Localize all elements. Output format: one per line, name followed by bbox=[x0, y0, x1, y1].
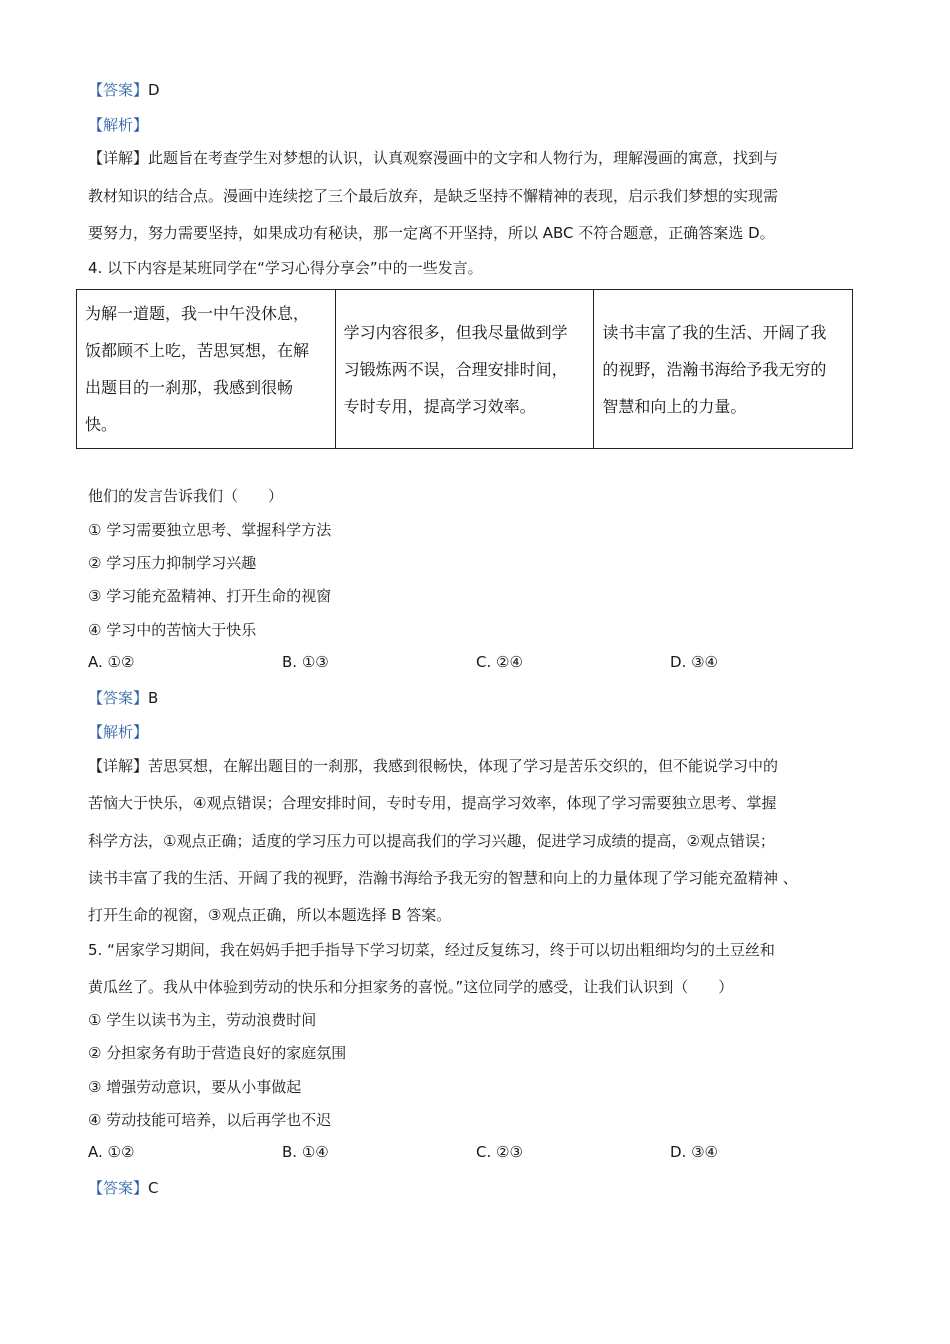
cell-2-line-3: 专时专用，提高学习效率。 bbox=[343, 396, 536, 416]
cell-3-line-2: 的视野，浩瀚书海给予我无穷的 bbox=[602, 359, 827, 379]
q4-answer-tag: 【答案】 bbox=[88, 689, 149, 707]
q4-detail-text-1: 苦思冥想，在解出题目的一刹那，我感到很畅快，体现了学习是苦乐交织的，但不能说学习中的 bbox=[148, 757, 779, 775]
q4-item-1: ① 学习需要独立思考、掌握科学方法 bbox=[88, 521, 332, 539]
q4-detail-line-5: 打开生命的视窗，③观点正确，所以本题选择 B 答案。 bbox=[88, 906, 452, 924]
cell-2-line-1: 学习内容很多，但我尽量做到学 bbox=[343, 322, 568, 342]
q4-item-4: ④ 学习中的苦恼大于快乐 bbox=[88, 621, 257, 639]
q4-option-b: B. ①③ bbox=[282, 653, 329, 671]
q4-options bbox=[88, 653, 868, 673]
q4-option-a: A. ①② bbox=[88, 653, 135, 671]
q3-detail-line-1 bbox=[88, 148, 778, 168]
table-cell-2 bbox=[335, 290, 594, 449]
q4-item-3: ③ 学习能充盈精神、打开生命的视窗 bbox=[88, 587, 332, 605]
q4-detail-line-4: 读书丰富了我的生活、开阔了我的视野，浩瀚书海给予我无穷的智慧和向上的力量体现了学习能充盈精神 、 bbox=[88, 869, 798, 887]
q5-item-2: ② 分担家务有助于营造良好的家庭氛围 bbox=[88, 1044, 347, 1062]
q5-options bbox=[88, 1143, 868, 1163]
q4-analysis-tag: 【解析】 bbox=[88, 723, 149, 741]
q3-analysis-tag: 【解析】 bbox=[88, 116, 149, 134]
q5-answer bbox=[88, 1178, 159, 1198]
q5-stem-line-2: 黄瓜丝了。我从中体验到劳动的快乐和分担家务的喜悦。”这位同学的感受，让我们认识到（ ） bbox=[88, 978, 734, 996]
q3-detail-line-3: 要努力，努力需要坚持，如果成功有秘诀，那一定离不开坚持，所以 ABC 不符合题意，正确答案选 D。 bbox=[88, 224, 775, 242]
table-cell-3 bbox=[594, 290, 853, 449]
q4-detail-line-3: 科学方法，①观点正确；适度的学习压力可以提高我们的学习兴趣，促进学习成绩的提高，②观点错误； bbox=[88, 832, 775, 850]
q5-option-d: D. ③④ bbox=[670, 1143, 718, 1161]
cell-2-line-2: 习锻炼两不误，合理安排时间， bbox=[343, 359, 568, 379]
q3-answer bbox=[88, 80, 160, 100]
q3-detail-text-1: 此题旨在考查学生对梦想的认识，认真观察漫画中的文字和人物行为，理解漫画的寓意，找到与 bbox=[148, 149, 779, 167]
q4-detail-line-2: 苦恼大于快乐，④观点错误；合理安排时间，专时专用，提高学习效率，体现了学习需要独立思考、掌握 bbox=[88, 794, 777, 812]
cell-1-line-4: 快。 bbox=[85, 415, 118, 434]
table-row bbox=[77, 290, 853, 449]
q4-answer-value: B bbox=[148, 689, 159, 707]
cell-3-line-1: 读书丰富了我的生活、开阔了我 bbox=[602, 322, 827, 342]
q5-item-1: ① 学生以读书为主，劳动浪费时间 bbox=[88, 1011, 317, 1029]
q5-item-3: ③ 增强劳动意识，要从小事做起 bbox=[88, 1078, 302, 1096]
cell-1-line-2: 饭都顾不上吃，苦思冥想，在解 bbox=[85, 341, 310, 360]
table-cell-1 bbox=[77, 290, 336, 449]
q5-option-b: B. ①④ bbox=[282, 1143, 329, 1161]
cell-3-line-3: 智慧和向上的力量。 bbox=[602, 396, 747, 416]
q5-option-a: A. ①② bbox=[88, 1143, 135, 1161]
q5-answer-value: C bbox=[148, 1179, 159, 1197]
q4-speech-table bbox=[76, 289, 853, 449]
q4-detail-line-1 bbox=[88, 756, 778, 776]
q5-item-4: ④ 劳动技能可培养，以后再学也不迟 bbox=[88, 1111, 332, 1129]
q3-detail-tag: 【详解】 bbox=[88, 149, 149, 167]
q4-detail-tag: 【详解】 bbox=[88, 757, 149, 775]
q4-answer bbox=[88, 688, 158, 708]
cell-1-line-1: 为解一道题，我一中午没休息， bbox=[85, 304, 310, 323]
q4-stem: 4. 以下内容是某班同学在“学习心得分享会”中的一些发言。 bbox=[88, 259, 483, 277]
q3-detail-line-2: 教材知识的结合点。漫画中连续挖了三个最后放弃，是缺乏坚持不懈精神的表现，启示我们梦想的实现需 bbox=[88, 187, 779, 205]
q4-option-c: C. ②④ bbox=[476, 653, 523, 671]
q4-item-2: ② 学习压力抑制学习兴趣 bbox=[88, 554, 257, 572]
q5-option-c: C. ②③ bbox=[476, 1143, 523, 1161]
q4-option-d: D. ③④ bbox=[670, 653, 718, 671]
cell-1-line-3: 出题目的一刹那，我感到很畅 bbox=[85, 378, 294, 397]
q5-stem-line-1: 5. “居家学习期间，我在妈妈手把手指导下学习切菜，经过反复练习，终于可以切出粗细均匀的土豆丝和 bbox=[88, 941, 775, 959]
q4-question: 他们的发言告诉我们（ ） bbox=[88, 487, 284, 505]
q5-answer-tag: 【答案】 bbox=[88, 1179, 149, 1197]
q3-answer-value: D bbox=[148, 81, 160, 99]
q3-answer-tag: 【答案】 bbox=[88, 81, 149, 99]
